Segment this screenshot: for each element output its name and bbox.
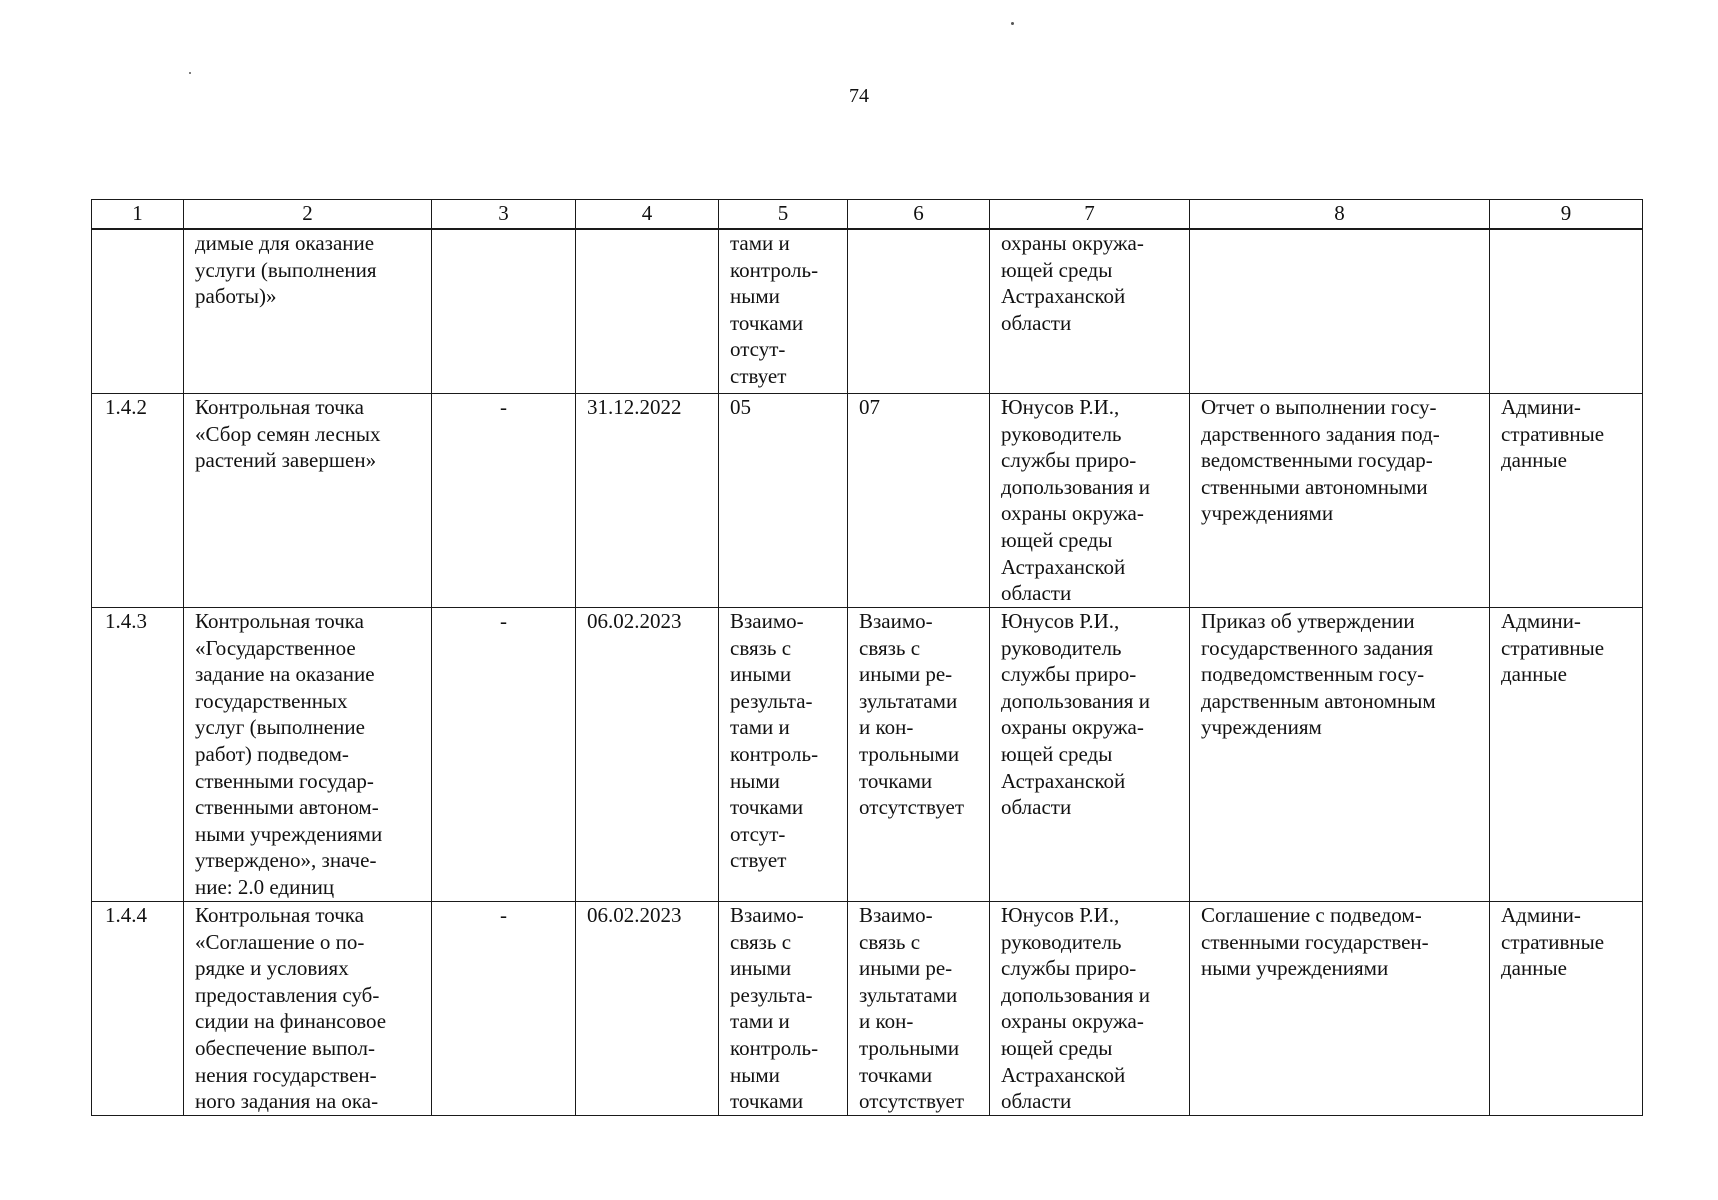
cell-number: 1.4.3 xyxy=(92,608,184,902)
table-row xyxy=(92,608,1643,902)
cell-document: Отчет о выполнении госу- дарственного задания под- ведомственными государ- ственными автономными учреждениями xyxy=(1190,394,1490,608)
cell-col6: Взаимо- связь с иными ре- зультатами и кон- трольными точками отсутствует xyxy=(848,608,990,902)
cell-col6: 07 xyxy=(848,394,990,608)
cell-name: Контрольная точка «Соглашение о по- рядке и условиях предоставления суб- сидии на финансовое обеспечение выпол- нения государствен- ного задания на ока- xyxy=(184,902,432,1116)
cell-date xyxy=(576,229,719,394)
cell-data-type: Админи- стративные данные xyxy=(1490,394,1643,608)
cell-name: димые для оказание услуги (выполнения работы)» xyxy=(184,229,432,394)
column-number-9: 9 xyxy=(1490,200,1643,230)
scan-speck xyxy=(189,72,191,74)
cell-document xyxy=(1190,229,1490,394)
cell-responsible: Юнусов Р.И., руководитель службы приро- допользования и охраны окружа- ющей среды Астраханской области xyxy=(990,902,1190,1116)
cell-data-type xyxy=(1490,229,1643,394)
cell-document: Приказ об утверждении государственного задания подведомственным госу- дарственным автономным учреждениям xyxy=(1190,608,1490,902)
cell-col3: - xyxy=(432,902,576,1116)
cell-responsible: Юнусов Р.И., руководитель службы приро- допользования и охраны окружа- ющей среды Астраханской области xyxy=(990,394,1190,608)
table-row xyxy=(92,902,1643,1116)
cell-number xyxy=(92,229,184,394)
cell-col3 xyxy=(432,229,576,394)
cell-responsible: охраны окружа- ющей среды Астраханской области xyxy=(990,229,1190,394)
table-row xyxy=(92,394,1643,608)
cell-number: 1.4.4 xyxy=(92,902,184,1116)
page-number: 74 xyxy=(849,85,869,107)
cell-col5: тами и контроль- ными точками отсут- ствует xyxy=(719,229,848,394)
column-number-5: 5 xyxy=(719,200,848,230)
control-points-table xyxy=(91,199,1643,1116)
cell-col6 xyxy=(848,229,990,394)
column-number-6: 6 xyxy=(848,200,990,230)
column-number-header-row xyxy=(92,200,1643,230)
column-number-3: 3 xyxy=(432,200,576,230)
cell-data-type: Админи- стративные данные xyxy=(1490,608,1643,902)
cell-date: 31.12.2022 xyxy=(576,394,719,608)
cell-responsible: Юнусов Р.И., руководитель службы приро- допользования и охраны окружа- ющей среды Астраханской области xyxy=(990,608,1190,902)
cell-date: 06.02.2023 xyxy=(576,902,719,1116)
cell-col5: Взаимо- связь с иными результа- тами и контроль- ными точками отсут- ствует xyxy=(719,608,848,902)
column-number-7: 7 xyxy=(990,200,1190,230)
cell-col3: - xyxy=(432,394,576,608)
cell-date: 06.02.2023 xyxy=(576,608,719,902)
column-number-1: 1 xyxy=(92,200,184,230)
table-row-continuation xyxy=(92,229,1643,394)
cell-name: Контрольная точка «Сбор семян лесных растений завершен» xyxy=(184,394,432,608)
column-number-4: 4 xyxy=(576,200,719,230)
cell-col5: Взаимо- связь с иными результа- тами и контроль- ными точками xyxy=(719,902,848,1116)
cell-name: Контрольная точка «Государственное задание на оказание государственных услуг (выполнение работ) подведом- ственными государ- ственными автоном- ными учреждениями утверждено», значе- ние: 2.0 единиц xyxy=(184,608,432,902)
cell-data-type: Админи- стративные данные xyxy=(1490,902,1643,1116)
column-number-8: 8 xyxy=(1190,200,1490,230)
cell-document: Соглашение с подведом- ственными государствен- ными учреждениями xyxy=(1190,902,1490,1116)
cell-col6: Взаимо- связь с иными ре- зультатами и кон- трольными точками отсутствует xyxy=(848,902,990,1116)
column-number-2: 2 xyxy=(184,200,432,230)
cell-col3: - xyxy=(432,608,576,902)
scan-speck xyxy=(1011,22,1014,25)
cell-col5: 05 xyxy=(719,394,848,608)
cell-number: 1.4.2 xyxy=(92,394,184,608)
